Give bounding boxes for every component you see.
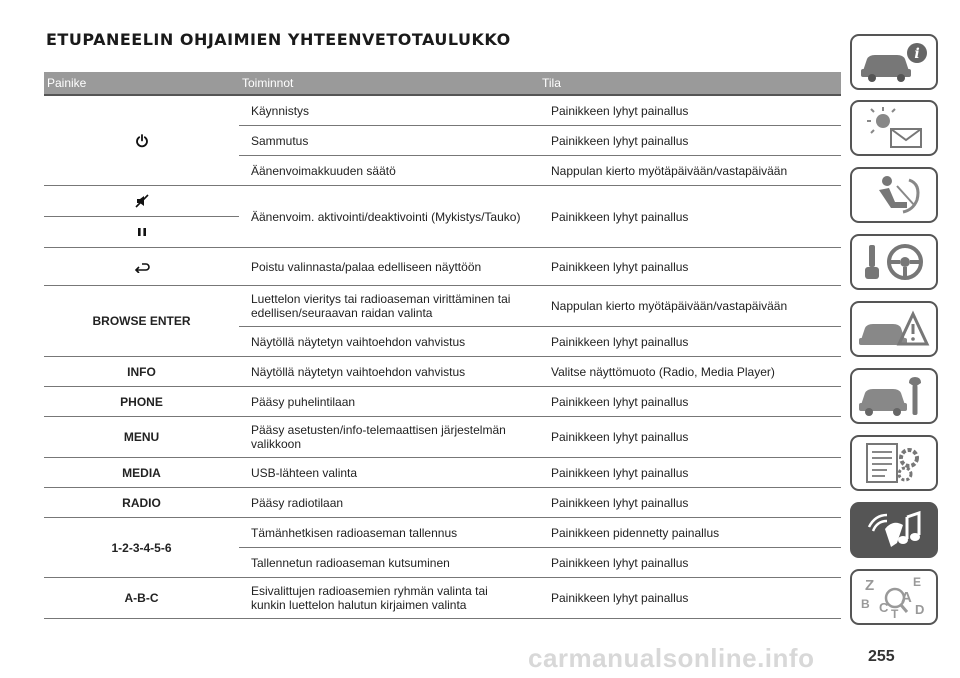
mode-cell: Valitse näyttömuoto (Radio, Media Player) [539,357,841,387]
tab-maintenance[interactable] [850,368,938,424]
function-cell: Pääsy radiotilaan [239,488,539,518]
function-cell: Äänenvoimakkuuden säätö [239,156,539,186]
mode-cell: Nappulan kierto myötäpäivään/vastapäivään [539,286,841,327]
mute-pause-button-cell [44,186,239,248]
table-row [44,488,841,518]
back-arrow-icon [133,261,151,273]
button-label-cell: RADIO [44,488,239,518]
function-cell: Käynnistys [239,95,539,126]
table-row [44,357,841,387]
table-row [44,387,841,417]
mode-cell: Painikkeen lyhyt painallus [539,417,841,458]
mode-cell: Nappulan kierto myötäpäivään/vastapäivään [539,156,841,186]
index-letter: C [879,600,889,615]
airbag-seat-icon [857,172,931,218]
tab-emergency[interactable] [850,301,938,357]
mute-speaker-icon [134,193,150,209]
tab-index[interactable] [850,569,938,625]
index-letter: E [913,575,922,589]
button-label-cell: PHONE [44,387,239,417]
function-cell: Äänenvoim. aktivointi/deaktivointi (Mykistys/Tauko) [239,186,539,248]
mode-cell: Painikkeen lyhyt painallus [539,578,841,619]
car-info-icon [857,39,931,85]
svg-text:i: i [914,46,920,62]
function-cell: Näytöllä näytetyn vaihtoehdon vahvistus [239,327,539,357]
multimedia-music-icon [857,507,931,553]
tab-multimedia[interactable] [850,502,938,558]
tab-starting-driving[interactable] [850,234,938,290]
warning-lights-message-icon [857,105,931,151]
car-hazard-icon [857,306,931,352]
car-wrench-icon [857,373,931,419]
function-cell: Esivalittujen radioasemien ryhmän valinta tai kunkin luettelon halutun kirjaimen valinta [239,578,539,619]
mode-cell: Painikkeen lyhyt painallus [539,548,841,578]
mode-cell: Painikkeen lyhyt painallus [539,95,841,126]
header-function: Toiminnot [239,72,539,95]
button-label-cell: MENU [44,417,239,458]
button-label-cell: A-B-C [44,578,239,619]
table-header-row [44,72,841,95]
button-label-cell: MEDIA [44,458,239,488]
function-cell: Tallennetun radioaseman kutsuminen [239,548,539,578]
controls-summary-table [44,72,841,619]
index-letter: D [915,602,925,617]
tab-safety[interactable] [850,167,938,223]
header-mode: Tila [539,72,841,95]
back-button-cell [44,248,239,286]
function-cell: USB-lähteen valinta [239,458,539,488]
function-cell: Pääsy asetusten/info-telemaattisen järjestelmän valikkoon [239,417,539,458]
function-cell: Pääsy puhelintilaan [239,387,539,417]
power-button-cell [44,95,239,186]
table-row [44,518,841,548]
page-title: ETUPANEELIN OHJAIMIEN YHTEENVETOTAULUKKO [46,30,511,49]
mode-cell: Painikkeen lyhyt painallus [539,126,841,156]
mode-cell: Painikkeen lyhyt painallus [539,186,841,248]
function-cell: Tämänhetkisen radioaseman tallennus [239,518,539,548]
table-row [44,248,841,286]
mode-cell: Painikkeen lyhyt painallus [539,488,841,518]
key-steering-wheel-icon [857,239,931,285]
header-button: Painike [44,72,239,95]
power-icon [135,134,149,148]
mode-cell: Painikkeen pidennetty painallus [539,518,841,548]
mode-cell: Painikkeen lyhyt painallus [539,248,841,286]
function-cell: Sammutus [239,126,539,156]
function-cell: Poistu valinnasta/palaa edelliseen näyttöön [239,248,539,286]
pause-icon-cell [44,217,239,247]
function-cell: Näytöllä näytetyn vaihtoehdon vahvistus [239,357,539,387]
table-row [44,578,841,619]
watermark: carmanualsonline.info [528,643,815,673]
button-label-cell: 1-2-3-4-5-6 [44,518,239,578]
index-letter: T [891,607,899,620]
table-row [44,286,841,327]
mode-cell: Painikkeen lyhyt painallus [539,327,841,357]
mode-cell: Painikkeen lyhyt painallus [539,387,841,417]
index-letter: Z [865,577,875,594]
mode-cell: Painikkeen lyhyt painallus [539,458,841,488]
tab-warning-lights[interactable] [850,100,938,156]
specs-gear-icon [857,440,931,486]
function-cell: Luettelon vieritys tai radioaseman virittäminen tai edellisen/seuraavan raidan valinta [239,286,539,327]
mute-icon-cell [44,186,239,217]
tab-technical-specs[interactable] [850,435,938,491]
tab-car-info[interactable] [850,34,938,90]
table-row [44,458,841,488]
index-letter: B [861,597,870,611]
table-row [44,186,841,248]
table-row [44,417,841,458]
button-label-cell: INFO [44,357,239,387]
pause-icon [136,226,148,238]
page-number: 255 [868,648,895,665]
alphabetical-index-icon [857,574,931,620]
index-letter: A [901,589,912,606]
button-label-cell: BROWSE ENTER [44,286,239,357]
table-row [44,95,841,126]
